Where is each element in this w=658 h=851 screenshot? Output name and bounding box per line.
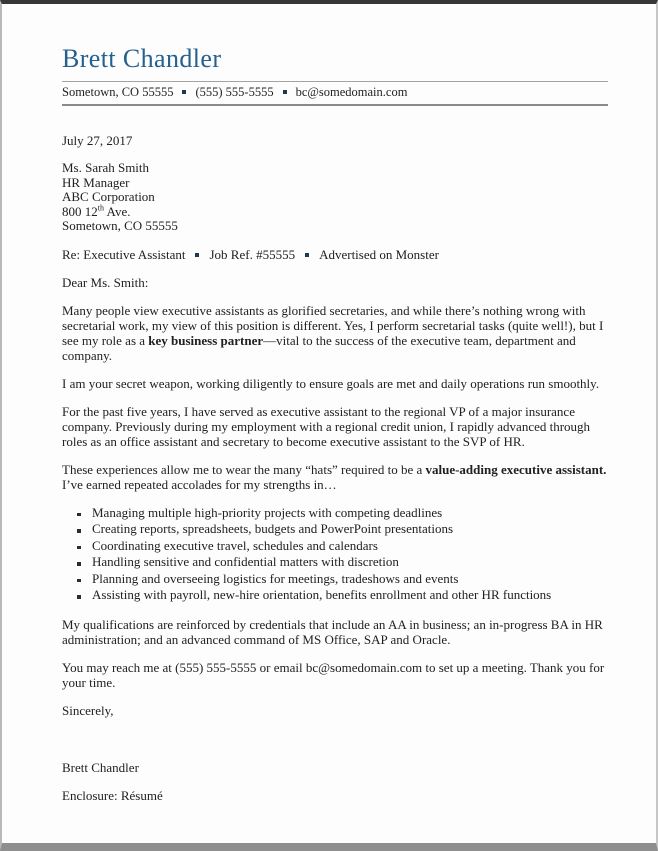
bullet-square-icon [77,529,81,533]
street-number: 800 12 [62,203,98,219]
bullet-square-icon [77,546,81,550]
subject-line [62,247,608,262]
separator-square-icon [305,253,309,257]
recipient-company: ABC Corporation [62,189,155,204]
paragraph-intro-text: Many people view executive assistants as glorified secretaries, and while there’s nothing wrong with secretarial work, my view of this position is different. Yes, I perform secretarial tasks (quite well!), but I see my role as a [62,302,604,348]
paragraph-hats [62,462,608,492]
list-item [75,587,608,604]
strengths-list [62,505,608,604]
bullet-square-icon [77,595,81,599]
signature-name: Brett Chandler [62,759,139,775]
list-item [75,538,608,555]
paragraph-secret-weapon: I am your secret weapon, working diligently to ensure goals are met and daily operations run smoothly. [62,375,600,391]
list-item-text: Assisting with payroll, new-hire orientation, benefits enrollment and other HR functions [92,587,552,602]
recipient-street [62,205,608,220]
list-item-text: Coordinating executive travel, schedules and calendars [92,537,378,553]
contact-email: bc@somedomain.com [295,85,408,99]
letter-date: July 27, 2017 [62,133,133,148]
value-adding-bold: value-adding executive assistant. [425,461,607,477]
separator-square-icon [283,90,287,94]
separator-square-icon [195,253,199,257]
list-item-text: Creating reports, spreadsheets, budgets and PowerPoint presentations [92,521,454,536]
paragraph-hats-text: These experiences allow me to wear the many “hats” required to be a [62,461,426,477]
separator-square-icon [182,90,186,94]
list-item-text: Handling sensitive and confidential matters with discretion [92,554,399,569]
recipient-city: Sometown, CO 55555 [62,218,178,233]
list-item-text: Planning and overseeing logistics for meetings, tradeshows and events [92,570,459,586]
enclosure-note: Enclosure: Résumé [62,787,163,803]
list-item-text: Managing multiple high-priority projects with competing deadlines [92,504,443,520]
subject-position: Re: Executive Assistant [62,246,186,262]
paragraph-experience: For the past five years, I have served as executive assistant to the regional VP of a major insurance company. Previously during my employment with a regional credit union, I rapidly advanced through roles as an office assistant and secretary to become executive assistant to the SVP of HR. [62,403,591,449]
list-item [75,505,608,522]
list-item [75,521,608,538]
paragraph-contact-request: You may reach me at (555) 555-5555 or email bc@somedomain.com to set up a meeting. Thank you for your time. [62,659,605,690]
bullet-square-icon [77,579,81,583]
list-item [75,554,608,571]
letterhead [62,44,608,106]
subject-job-ref: Job Ref. #55555 [209,246,296,262]
recipient-name: Ms. Sarah Smith [62,160,150,175]
contact-location: Sometown, CO 55555 [62,85,174,99]
list-item [75,571,608,588]
contact-bar [62,81,608,106]
paragraph-qualifications: My qualifications are reinforced by credentials that include an AA in business; an in-progress BA in HR administration; and an advanced command of MS Office, SAP and Oracle. [62,616,603,647]
paragraph-intro [62,303,608,363]
paragraph-hats-end: I’ve earned repeated accolades for my strengths in… [62,476,337,492]
recipient-address [62,161,608,234]
bullet-square-icon [77,562,81,566]
street-ordinal: th [97,203,104,213]
recipient-title: HR Manager [62,174,130,190]
salutation: Dear Ms. Smith: [62,274,149,290]
subject-source: Advertised on Monster [319,246,439,262]
letter-body [62,133,608,803]
key-business-partner-bold: key business partner [148,332,264,348]
contact-phone: (555) 555-5555 [195,85,274,99]
closing: Sincerely, [62,702,114,718]
letterhead-name: Brett Chandler [62,44,222,73]
bullet-square-icon [77,513,81,517]
street-suffix: Ave. [103,203,131,219]
paragraph-intro-end: —vital to the success of the executive team, department and company. [62,332,576,363]
